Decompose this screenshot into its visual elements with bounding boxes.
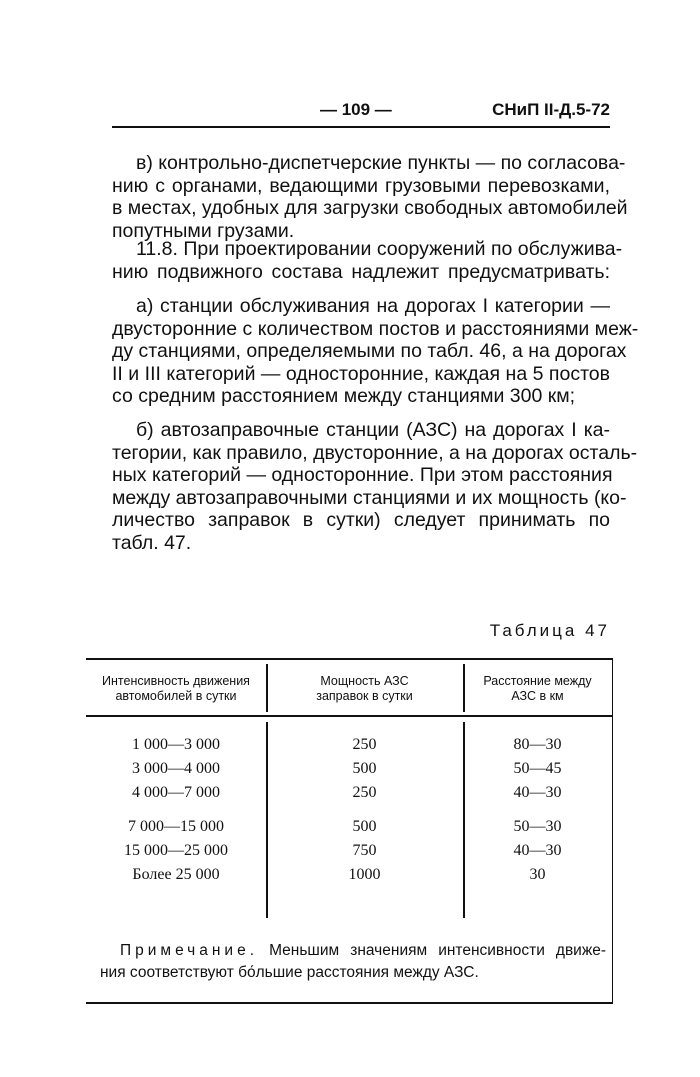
table-cell: Более 25 000 — [132, 866, 220, 883]
text-line: 11.8. При проектировании сооружений по обслужива- — [136, 238, 623, 260]
text-line: в местах, удобных для загрузки свободных автомобилей — [112, 197, 628, 219]
header-line: Интенсивность движения — [102, 674, 250, 688]
table-cell: 50—30 — [513, 818, 562, 835]
page-number: — 109 — — [320, 100, 392, 119]
table-cell: 7 000—15 000 — [128, 818, 224, 835]
note-text-2: ния соответствуют бо́льшие расстояния между АЗС. — [100, 964, 479, 981]
text-line: тегории, как правило, двусторонние, а на дорогах осталь- — [112, 441, 638, 464]
table-cell: 1000 — [348, 866, 381, 883]
paragraph-a — [112, 295, 639, 408]
column-header — [463, 674, 612, 704]
text-line: личество заправок в сутки) следует принимать по — [112, 509, 610, 531]
header-line: заправок в сутки — [316, 689, 413, 703]
table-cell: 500 — [352, 818, 377, 835]
paragraph-b — [112, 419, 638, 554]
header-rule — [112, 126, 610, 128]
table-47 — [86, 658, 613, 1004]
page-header — [112, 100, 610, 124]
table-cell: 250 — [352, 784, 377, 801]
text-line: табл. 47. — [112, 531, 192, 554]
header-line: Расстояние между — [483, 674, 592, 688]
text-line: б) автозаправочные станции (АЗС) на дорогах I ка- — [136, 419, 610, 441]
table-cell: 250 — [352, 736, 377, 753]
header-line: АЗС в км — [511, 689, 564, 703]
paragraph-11-8 — [112, 238, 623, 283]
table-caption: Таблица 47 — [489, 621, 610, 640]
table-cell: 750 — [352, 842, 377, 859]
table-cell: 30 — [529, 866, 546, 883]
header-line: автомобилей в сутки — [115, 689, 237, 703]
text-line: в) контрольно-диспетчерские пункты — по согласова- — [136, 152, 626, 174]
table-cell: 15 000—25 000 — [124, 842, 228, 859]
table-cell: 1 000—3 000 — [132, 736, 220, 753]
text-line: со средним расстоянием между станциями 300 км; — [112, 385, 576, 407]
table-cell: 40—30 — [513, 842, 562, 859]
document-code: СНиП II-Д.5-72 — [492, 100, 610, 119]
column-header — [86, 674, 266, 704]
note-label: Примечание. — [120, 942, 259, 959]
text-line: нию с органами, ведающими грузовыми перевозками, — [112, 174, 610, 197]
text-line: нию подвижного состава надлежит предусматривать: — [112, 260, 610, 283]
text-line: ных категорий — односторонние. При этом расстояния — [112, 464, 613, 486]
table-cell: 80—30 — [513, 736, 562, 753]
text-line: II и III категорий — односторонние, каждая на 5 постов — [112, 362, 610, 385]
table-cell: 500 — [352, 760, 377, 777]
table-cell: 40—30 — [513, 784, 562, 801]
text-line: а) станции обслуживания на дорогах I категории — — [136, 295, 610, 317]
header-divider — [86, 715, 612, 717]
text-line: попутными грузами. — [112, 219, 295, 242]
table-cell: 3 000—4 000 — [132, 760, 220, 777]
text-line: между автозаправочными станциями и их мощность (ко- — [112, 486, 627, 509]
text-line: двусторонние с количеством постов и расстояниями меж- — [112, 317, 639, 340]
column-header — [266, 674, 463, 704]
table-cell: 50—45 — [513, 760, 562, 777]
header-line: Мощность АЗС — [320, 674, 409, 688]
note-text: Меньшим значениям интенсивности движе- — [269, 942, 606, 959]
table-cell: 4 000—7 000 — [132, 784, 220, 801]
table-note — [100, 940, 606, 984]
paragraph-v — [112, 152, 628, 242]
text-line: ду станциями, определяемыми по табл. 46, а на дорогах — [112, 340, 627, 362]
